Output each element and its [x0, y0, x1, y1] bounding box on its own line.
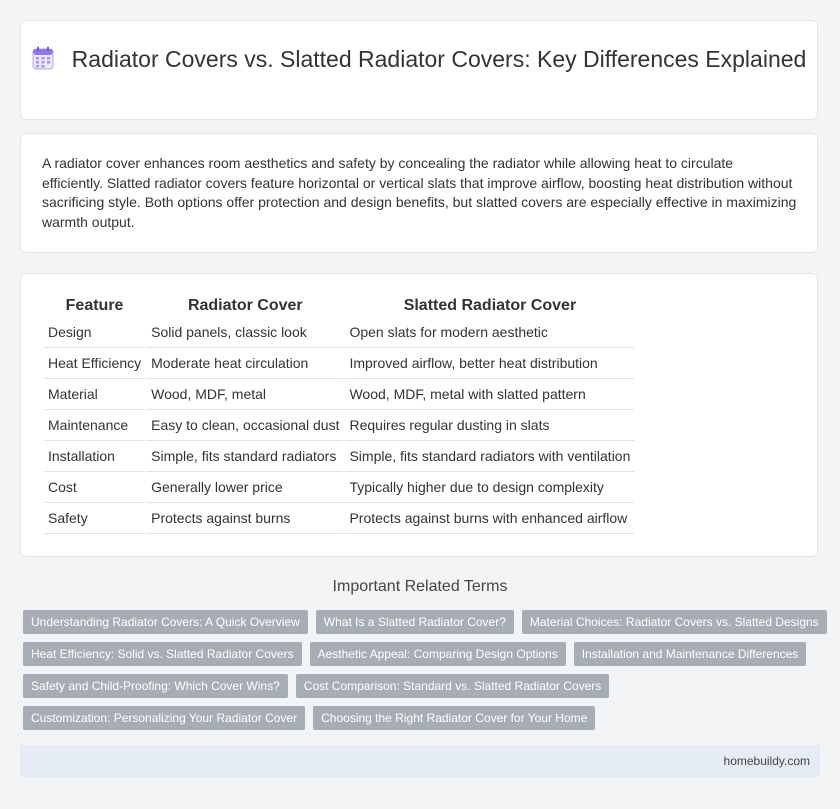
- table-cell: Simple, fits standard radiators with ventilation: [345, 441, 634, 472]
- related-term-tag[interactable]: What Is a Slatted Radiator Cover?: [316, 610, 514, 634]
- table-cell: Protects against burns with enhanced airflow: [345, 503, 634, 534]
- related-term-tag[interactable]: Customization: Personalizing Your Radiator Cover: [23, 706, 305, 730]
- table-cell: Material: [44, 379, 145, 410]
- related-terms-list: [23, 610, 823, 738]
- table-cell: Installation: [44, 441, 145, 472]
- related-term-tag[interactable]: Aesthetic Appeal: Comparing Design Options: [310, 642, 566, 666]
- table-cell: Simple, fits standard radiators: [147, 441, 343, 472]
- table-row: [44, 317, 634, 348]
- related-term-tag[interactable]: Installation and Maintenance Differences: [574, 642, 807, 666]
- header-slatted-radiator-cover: Slatted Radiator Cover: [403, 297, 577, 314]
- calendar-icon: [32, 46, 54, 70]
- page-title-wrap: [21, 45, 817, 74]
- table-row: [44, 379, 634, 410]
- table-cell: Typically higher due to design complexity: [345, 472, 634, 503]
- table-cell: Solid panels, classic look: [147, 317, 343, 348]
- related-term-tag[interactable]: Material Choices: Radiator Covers vs. Slatted Designs: [522, 610, 827, 634]
- related-terms-heading: Important Related Terms: [332, 578, 508, 595]
- table-cell: Design: [44, 317, 145, 348]
- footer: [20, 745, 820, 777]
- header-radiator-cover: Radiator Cover: [187, 297, 303, 314]
- related-term-tag[interactable]: Understanding Radiator Covers: A Quick Overview: [23, 610, 308, 634]
- comparison-card: [20, 273, 818, 557]
- table-cell: Protects against burns: [147, 503, 343, 534]
- table-cell: Wood, MDF, metal: [147, 379, 343, 410]
- related-term-tag[interactable]: Heat Efficiency: Solid vs. Slatted Radiator Covers: [23, 642, 302, 666]
- related-term-tag[interactable]: Safety and Child-Proofing: Which Cover Wins?: [23, 674, 288, 698]
- table-row: [44, 441, 634, 472]
- table-cell: Heat Efficiency: [44, 348, 145, 379]
- table-cell: Moderate heat circulation: [147, 348, 343, 379]
- table-cell: Open slats for modern aesthetic: [345, 317, 634, 348]
- table-cell: Maintenance: [44, 410, 145, 441]
- comparison-table: [42, 295, 636, 534]
- header-card: [20, 20, 818, 120]
- page-title: Radiator Covers vs. Slatted Radiator Covers: Key Differences Explained: [71, 46, 807, 72]
- table-row: [44, 472, 634, 503]
- table-cell: Improved airflow, better heat distribution: [345, 348, 634, 379]
- intro-paragraph: A radiator cover enhances room aesthetics and safety by concealing the radiator while allowing heat to circulate efficiently. Slatted radiator covers feature horizontal or vertical slats that improve airflow, boosting heat distribution without sacrificing style. Both options offer protection and design benefits, but slatted covers are especially effective in maximizing warmth output.: [42, 155, 797, 230]
- header-feature: Feature: [65, 297, 124, 314]
- table-cell: Cost: [44, 472, 145, 503]
- intro-card: [20, 133, 818, 253]
- table-cell: Requires regular dusting in slats: [345, 410, 634, 441]
- table-row: [44, 348, 634, 379]
- table-cell: Safety: [44, 503, 145, 534]
- table-cell: Wood, MDF, metal with slatted pattern: [345, 379, 634, 410]
- related-term-tag[interactable]: Choosing the Right Radiator Cover for Your Home: [313, 706, 595, 730]
- table-cell: Easy to clean, occasional dust: [147, 410, 343, 441]
- related-term-tag[interactable]: Cost Comparison: Standard vs. Slatted Radiator Covers: [296, 674, 609, 698]
- table-row: [44, 503, 634, 534]
- table-header-row: [44, 295, 634, 317]
- table-cell: Generally lower price: [147, 472, 343, 503]
- table-row: [44, 410, 634, 441]
- footer-site-name[interactable]: homebuildy.com: [723, 754, 810, 768]
